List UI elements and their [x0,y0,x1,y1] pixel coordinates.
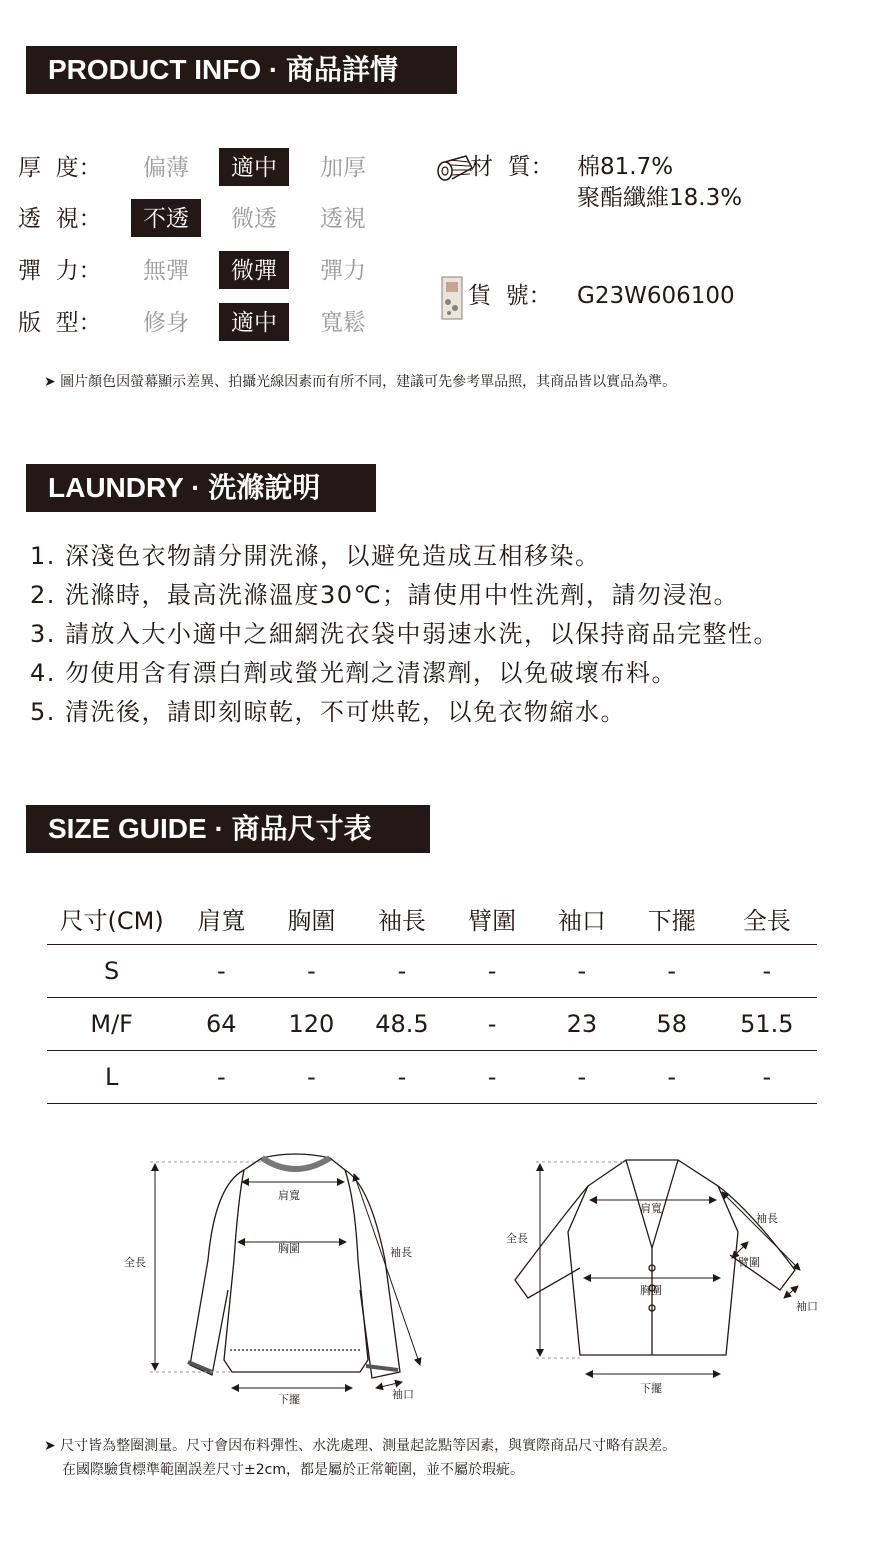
laundry-header: LAUNDRY · 洗滌說明 [26,464,376,512]
code-value: G23W606100 [577,283,735,309]
cardigan-hem-label: 下擺 [640,1382,662,1395]
size-column-header: 袖長 [357,892,448,945]
material-line-1: 棉81.7% [577,154,674,180]
size-value-cell: - [357,945,448,998]
size-value-cell: - [176,945,266,998]
size-value-cell: - [717,945,817,998]
sweater-sleeve-label: 袖長 [390,1246,412,1259]
attribute-label: 厚 度： [18,155,102,181]
size-name-cell: L [47,1051,176,1104]
attribute-row [18,199,398,239]
size-value-cell: - [447,945,537,998]
size-value-cell: - [447,1051,537,1104]
size-row [47,945,817,998]
sweater-length-label: 全長 [124,1256,146,1269]
size-value-cell: 51.5 [717,998,817,1051]
code-label: 貨 號： [468,283,552,309]
size-note-1: ➤ 尺寸皆為整圈測量。尺寸會因布料彈性、水洗處理、測量起訖點等因素，與實際商品尺寸略有誤差。 [44,1438,677,1454]
laundry-item: 2. 洗滌時，最高洗滌溫度30℃；請使用中性洗劑，請勿浸泡。 [30,581,740,609]
size-diagrams [0,1140,875,1420]
sweater-chest-label: 胸圍 [278,1242,300,1255]
sweater-diagram [188,1154,400,1378]
attribute-label: 透 視： [18,206,102,232]
size-value-cell: - [357,1051,448,1104]
attribute-label: 版 型： [18,310,102,336]
attribute-option-selected: 適中 [219,148,289,186]
attribute-option: 微透 [231,206,277,232]
size-value-cell: 120 [266,998,356,1051]
attribute-option: 加厚 [320,155,366,181]
size-value-cell: - [627,1051,717,1104]
cardigan-cuff-label: 袖口 [796,1300,818,1313]
product-info-header: PRODUCT INFO · 商品詳情 [26,46,457,94]
cardigan-arm-label: 臂圍 [738,1256,760,1269]
size-column-header: 袖口 [537,892,627,945]
size-value-cell: - [717,1051,817,1104]
size-value-cell: - [266,945,356,998]
attribute-option-selected: 不透 [131,199,201,237]
attribute-row [18,251,398,291]
size-table-header-row [47,892,817,945]
attribute-option: 無彈 [143,258,189,284]
material-label: 材 質： [470,154,554,180]
size-column-header: 下擺 [627,892,717,945]
laundry-item: 4. 勿使用含有漂白劑或螢光劑之清潔劑，以免破壞布料。 [30,659,678,687]
size-table [47,892,817,1104]
size-guide-header: SIZE GUIDE · 商品尺寸表 [26,805,430,853]
size-value-cell: - [176,1051,266,1104]
attribute-label: 彈 力： [18,258,102,284]
size-value-cell: - [537,1051,627,1104]
size-value-cell: 58 [627,998,717,1051]
sweater-shoulder-label: 肩寬 [278,1189,300,1202]
cardigan-sleeve-label: 袖長 [756,1212,778,1225]
attribute-option: 彈力 [320,258,366,284]
attribute-option: 偏薄 [143,155,189,181]
size-note-2: 在國際驗貨標準範圍誤差尺寸±2cm，都是屬於正常範圍，並不屬於瑕疵。 [62,1462,524,1478]
cardigan-chest-label: 胸圍 [640,1284,662,1297]
sweater-hem-label: 下擺 [278,1393,300,1406]
laundry-item: 3. 請放入大小適中之細網洗衣袋中弱速水洗，以保持商品完整性。 [30,620,780,648]
attribute-row [18,148,398,188]
size-column-header: 全長 [717,892,817,945]
material-line-2: 聚酯纖維18.3% [577,185,743,211]
size-value-cell: - [537,945,627,998]
size-value-cell: 64 [176,998,266,1051]
attribute-row [18,303,398,343]
size-value-cell: - [266,1051,356,1104]
sweater-cuff-label: 袖口 [392,1388,414,1401]
size-column-header: 胸圍 [266,892,356,945]
size-value-cell: - [627,945,717,998]
color-disclaimer: ➤ 圖片顏色因螢幕顯示差異、拍攝光線因素而有所不同，建議可先參考單品照，其商品皆以實品為準。 [44,374,677,390]
laundry-item: 1. 深淺色衣物請分開洗滌，以避免造成互相移染。 [30,542,601,570]
cardigan-shoulder-label: 肩寬 [640,1202,662,1215]
size-value-cell: 23 [537,998,627,1051]
tag-icon [440,275,464,321]
size-name-cell: M/F [47,998,176,1051]
attribute-option: 寬鬆 [320,310,366,336]
size-value-cell: 48.5 [357,998,448,1051]
laundry-item: 5. 清洗後，請即刻晾乾，不可烘乾，以免衣物縮水。 [30,698,627,726]
size-column-header: 肩寬 [176,892,266,945]
cardigan-length-label: 全長 [506,1232,528,1245]
attribute-option: 修身 [143,310,189,336]
attribute-option-selected: 適中 [219,303,289,341]
attribute-option: 透視 [320,206,366,232]
size-row [47,1051,817,1104]
size-value-cell: - [447,998,537,1051]
diagram-labels [124,1188,818,1406]
size-row [47,998,817,1051]
size-column-header: 臂圍 [447,892,537,945]
size-name-cell: S [47,945,176,998]
attribute-option-selected: 微彈 [219,251,289,289]
size-column-header: 尺寸(CM) [47,892,176,945]
